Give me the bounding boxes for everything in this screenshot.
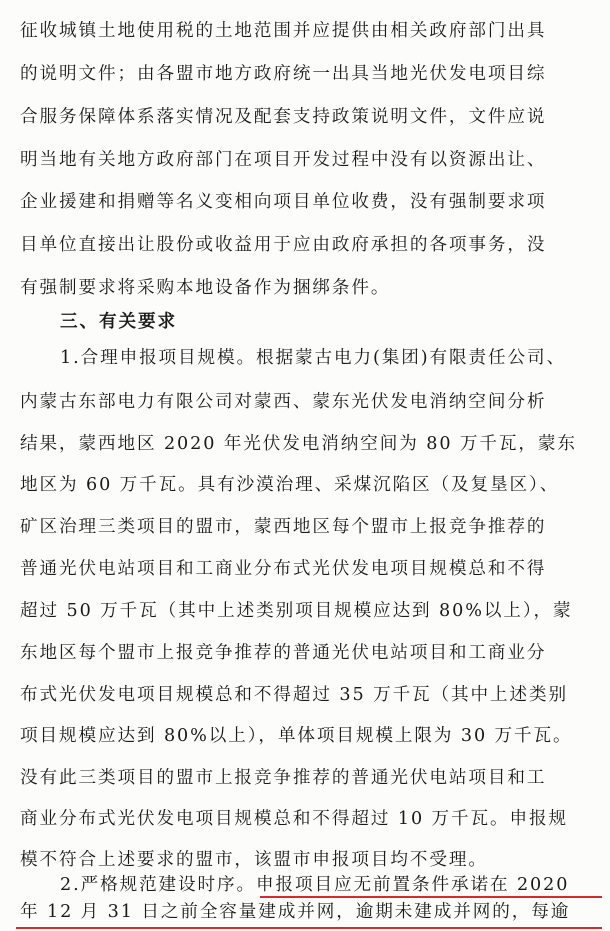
red-underline: [260, 896, 602, 898]
paragraph-first-line: 2.严格规范建设时序。申报项目应无前置条件承诺在 2020: [60, 875, 570, 895]
text-line: 企业援建和捐赠等名义变相向项目单位收费，没有强制要求项: [20, 192, 547, 212]
text-line: 东地区每个盟市上报竞争推荐的普通光伏电站项目和工商业分: [20, 643, 547, 663]
text-line: 商业分布式光伏发电项目规模总和不得超过 10 万千瓦。申报规: [20, 809, 569, 829]
text-line: 征收城镇土地使用税的土地范围并应提供由相关政府部门出具: [20, 21, 547, 41]
text-line: 超过 50 万千瓦（其中上述类别项目规模应达到 80%以上），蒙: [20, 601, 573, 621]
red-underline: [16, 927, 602, 929]
text-line: 项目规模应达到 80%以上），单体项目规模上限为 30 万千瓦。: [20, 726, 573, 746]
text-line: 的说明文件；由各盟市地方政府统一出具当地光伏发电项目综: [20, 64, 547, 84]
text-line: 有强制要求将采购本地设备作为捆绑条件。: [20, 278, 391, 298]
text-line: 地区为 60 万千瓦。具有沙漠治理、采煤沉陷区（及复垦区）、: [20, 475, 560, 495]
text-line: 模不符合上述要求的盟市，该盟市申报项目均不受理。: [20, 850, 488, 870]
text-line: 年 12 月 31 日之前全容量建成并网，逾期未建成并网的，每逾: [20, 902, 571, 922]
text-line: 普通光伏电站项目和工商业分布式光伏发电项目规模总和不得: [20, 559, 547, 579]
text-line: 内蒙古东部电力有限公司对蒙西、蒙东光伏发电消纳空间分析: [20, 392, 547, 412]
text-line: 明当地有关地方政府部门在项目开发过程中没有以资源出让、: [20, 150, 547, 170]
paragraph-first-line: 1.合理申报项目规模。根据蒙古电力(集团)有限责任公司、: [60, 348, 566, 368]
text-line: 合服务保障体系落实情况及配套支持政策说明文件，文件应说: [20, 107, 547, 127]
section-heading: 三、有关要求: [60, 311, 177, 332]
text-line: 布式光伏发电项目规模总和不得超过 35 万千瓦（其中上述类别: [20, 685, 569, 705]
text-line: 没有此三类项目的盟市上报竞争推荐的普通光伏电站项目和工: [20, 768, 547, 788]
text-line: 结果，蒙西地区 2020 年光伏发电消纳空间为 80 万千瓦，蒙东: [20, 434, 577, 454]
text-line: 目单位直接出让股份或收益用于应由政府承担的各项事务，没: [20, 235, 547, 255]
text-line: 矿区治理三类项目的盟市，蒙西地区每个盟市上报竞争推荐的: [20, 517, 547, 537]
